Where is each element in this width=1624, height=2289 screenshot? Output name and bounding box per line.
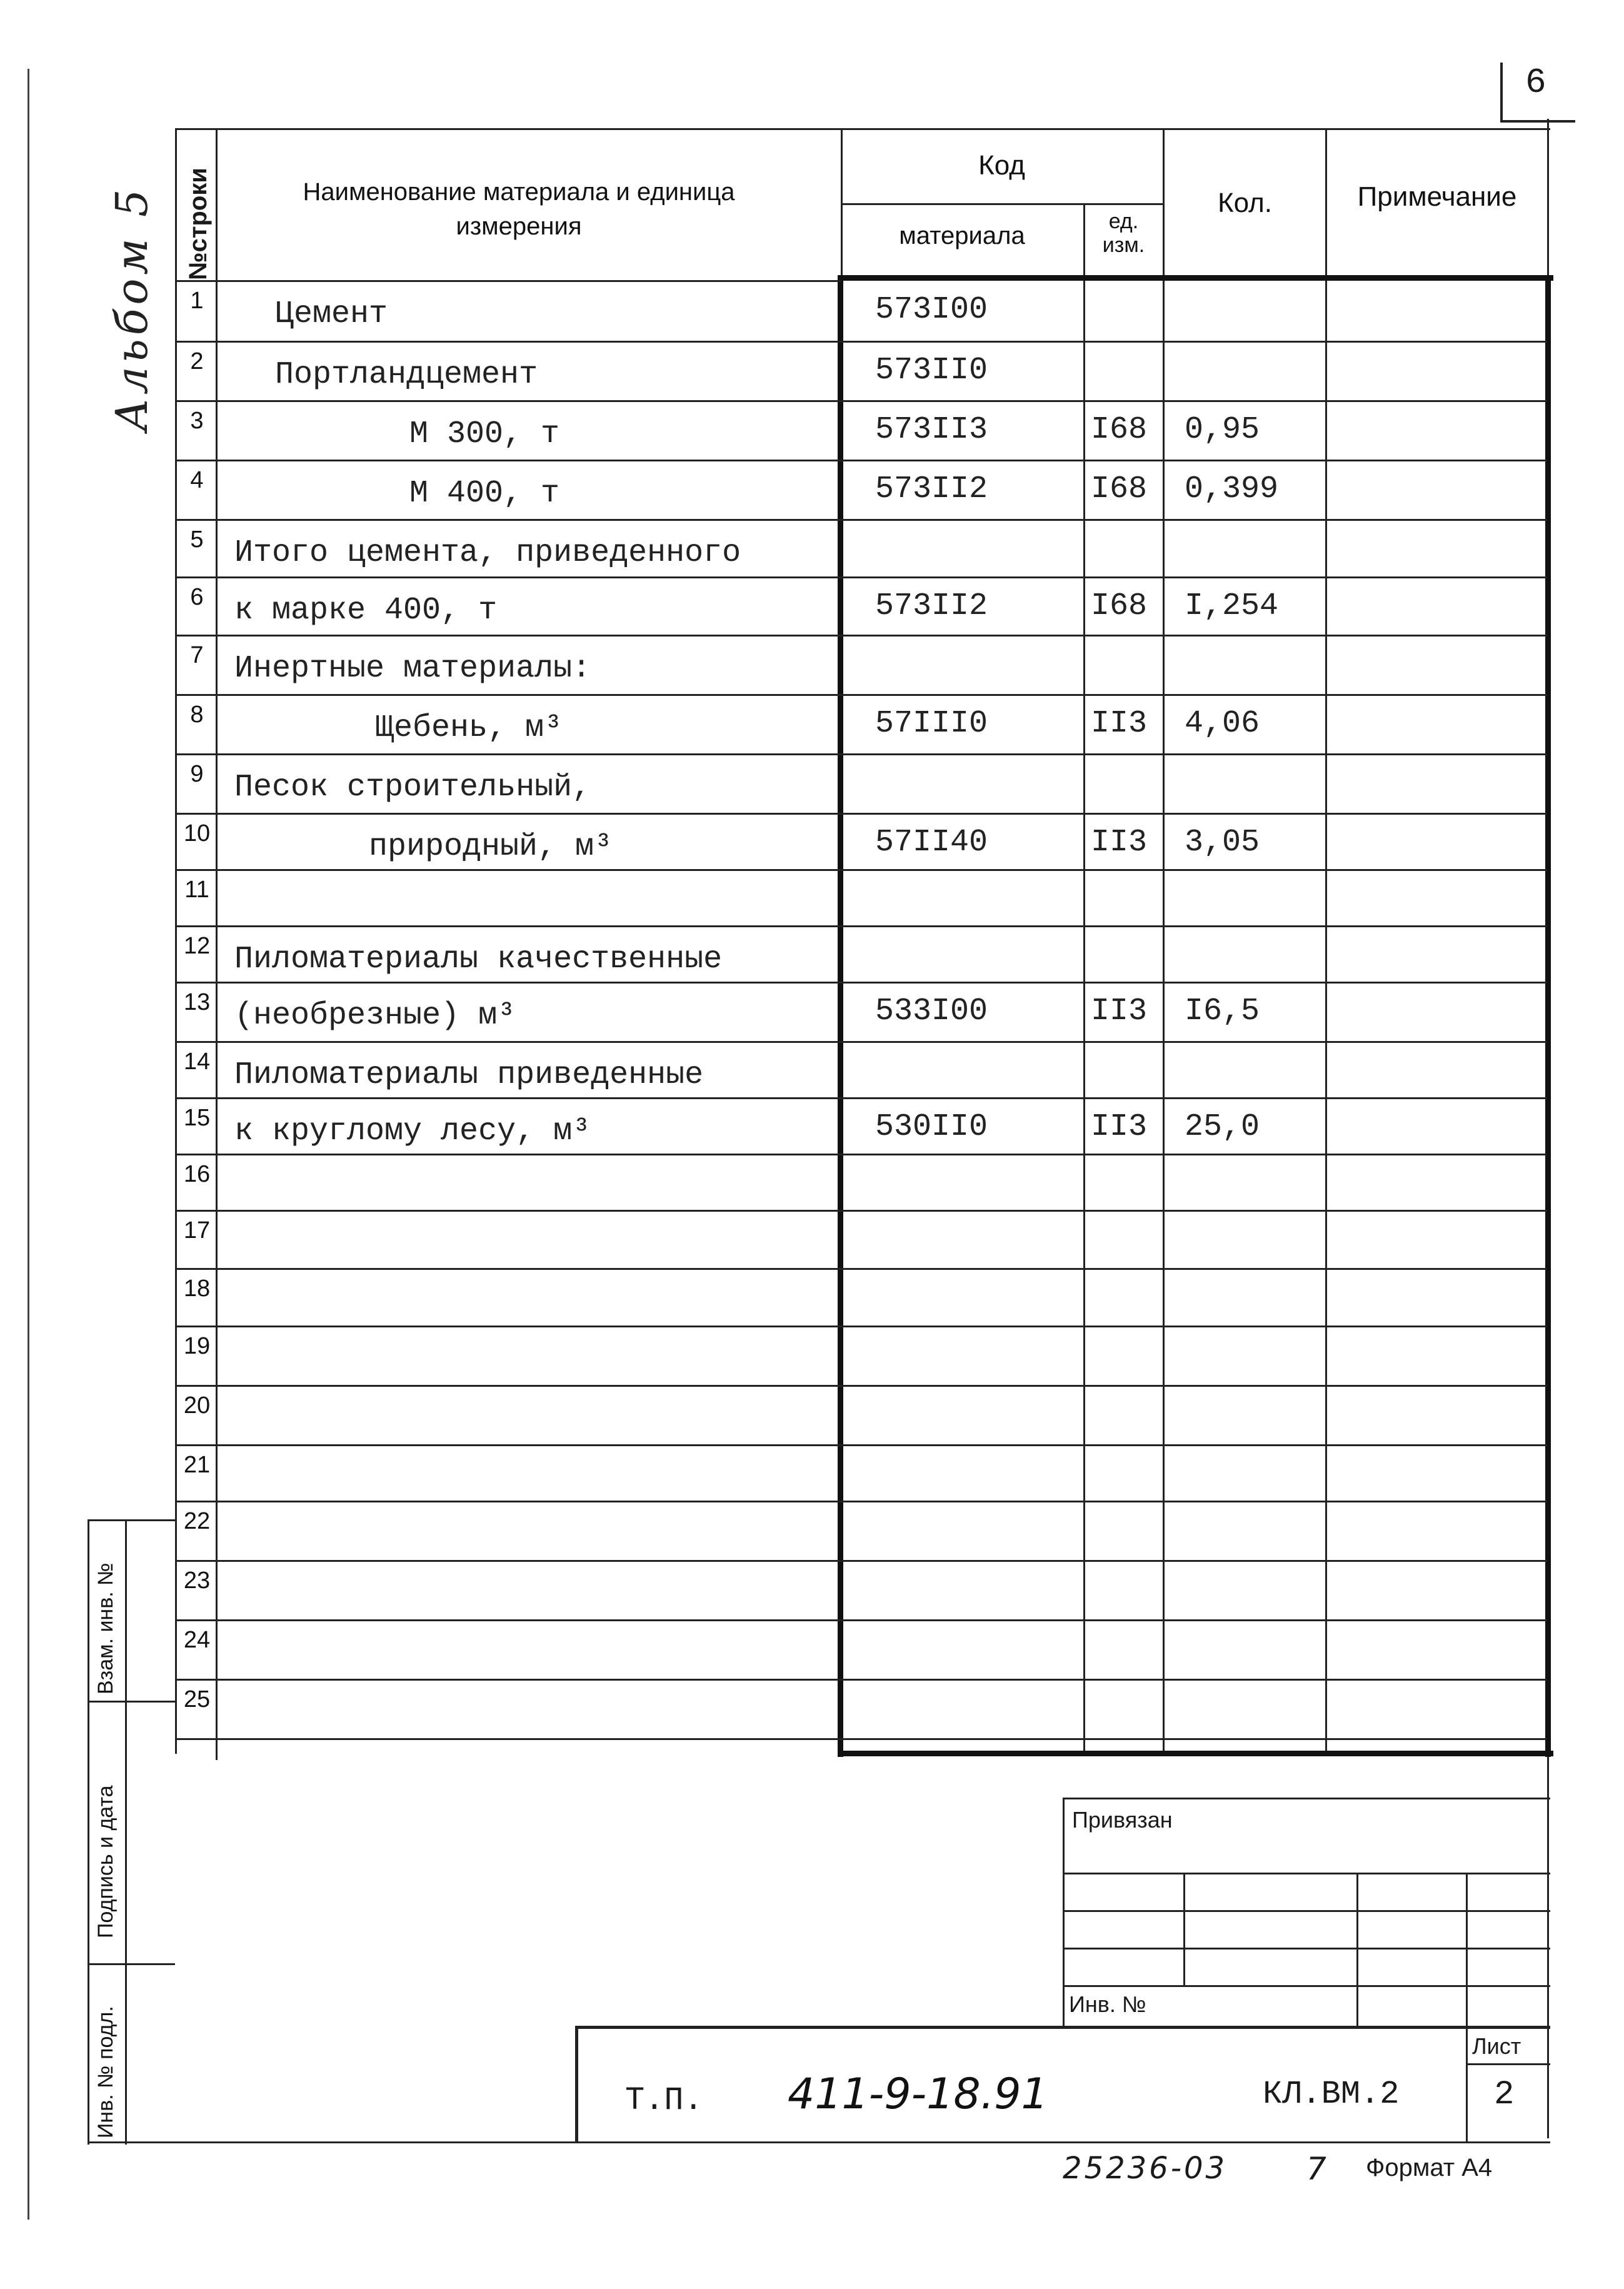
row-name: к круглому лесу, м³ bbox=[234, 1114, 591, 1149]
row-divider bbox=[175, 1560, 1547, 1562]
header-name: Наименование материала и единица измерения bbox=[303, 178, 735, 240]
row-qty: 3,05 bbox=[1185, 825, 1260, 860]
row-number: 22 bbox=[183, 1508, 211, 1534]
row-divider bbox=[175, 341, 1547, 343]
header-code: Код bbox=[978, 150, 1025, 181]
doc-code: КЛ.ВМ.2 bbox=[1263, 2076, 1400, 2113]
note-col-left bbox=[1325, 128, 1327, 1754]
thick-top bbox=[838, 275, 1553, 281]
row-name: Пиломатериалы приведенные bbox=[234, 1057, 704, 1093]
row-number: 18 bbox=[183, 1275, 211, 1302]
row-divider bbox=[175, 400, 1547, 402]
table-left-border bbox=[175, 128, 177, 1754]
stamp-row1 bbox=[1063, 1873, 1550, 1874]
thick-left bbox=[838, 275, 843, 1757]
row-divider bbox=[175, 753, 1547, 755]
row-divider bbox=[175, 1501, 1547, 1502]
binding-margin-line bbox=[28, 69, 29, 2220]
row-unit: II3 bbox=[1091, 1109, 1148, 1145]
row-number: 3 bbox=[190, 408, 204, 434]
row-qty: 25,0 bbox=[1185, 1109, 1260, 1145]
stamp-col2 bbox=[1356, 1873, 1358, 2029]
row-number: 23 bbox=[183, 1567, 211, 1594]
footer-format: Формат А4 bbox=[1366, 2154, 1493, 2181]
row-number: 9 bbox=[190, 761, 204, 787]
row-divider bbox=[175, 1385, 1547, 1387]
row-number: 12 bbox=[183, 933, 211, 959]
row-name: (необрезные) м³ bbox=[234, 998, 516, 1034]
row-qty: 4,06 bbox=[1185, 706, 1260, 742]
row-name: М 300, т bbox=[409, 416, 560, 452]
row-code: 573II2 bbox=[875, 471, 988, 507]
title-block-left bbox=[575, 2026, 578, 2143]
title-block-top bbox=[575, 2026, 1550, 2029]
header-code-material: материала bbox=[899, 222, 1025, 249]
list-label: Лист bbox=[1472, 2033, 1521, 2059]
row-divider bbox=[175, 1444, 1547, 1446]
row-divider bbox=[175, 1041, 1547, 1043]
row-name: М 400, т bbox=[409, 476, 560, 511]
row-name: к марке 400, т bbox=[234, 593, 498, 628]
row-divider bbox=[175, 576, 1547, 578]
side-label-vzam: Взам. инв. № bbox=[94, 1562, 118, 1694]
row-unit: I68 bbox=[1091, 588, 1148, 624]
side-block-left bbox=[88, 1519, 89, 2145]
row-number: 24 bbox=[183, 1627, 211, 1653]
tp-label: Т.П. bbox=[625, 2082, 703, 2119]
stamp-row3 bbox=[1063, 1948, 1550, 1949]
row-number: 4 bbox=[190, 467, 204, 493]
row-unit: I68 bbox=[1091, 471, 1148, 507]
row-divider bbox=[175, 635, 1547, 636]
row-number: 1 bbox=[190, 288, 204, 314]
row-divider bbox=[175, 869, 1547, 871]
row-qty: I,254 bbox=[1185, 588, 1279, 624]
side-label-sign: Подпись и дата bbox=[94, 1785, 118, 1938]
row-number: 20 bbox=[183, 1392, 211, 1419]
stamp-left bbox=[1063, 1798, 1065, 2029]
row-divider bbox=[175, 460, 1547, 461]
row-qty: 0,95 bbox=[1185, 412, 1260, 448]
row-code: 533I00 bbox=[875, 994, 988, 1029]
thick-right bbox=[1545, 275, 1551, 1757]
row-number: 14 bbox=[183, 1049, 211, 1075]
row-name: природный, м³ bbox=[369, 829, 613, 865]
row-divider bbox=[175, 1268, 1547, 1270]
row-divider bbox=[175, 813, 1547, 815]
side-block-mid bbox=[125, 1519, 127, 2145]
row-divider bbox=[175, 519, 1547, 521]
row-code: 530II0 bbox=[875, 1109, 988, 1145]
header-note: Примечание bbox=[1357, 181, 1517, 212]
row-unit: II3 bbox=[1091, 994, 1148, 1029]
row-divider bbox=[175, 1738, 1547, 1740]
row-divider bbox=[175, 1679, 1547, 1681]
row-divider bbox=[175, 925, 1547, 927]
row-divider bbox=[175, 1154, 1547, 1155]
row-number: 7 bbox=[190, 642, 204, 668]
row-number: 5 bbox=[190, 526, 204, 553]
row-name: Щебень, м³ bbox=[375, 710, 563, 746]
row-number: 13 bbox=[183, 989, 211, 1015]
stamp-privyazan: Привязан bbox=[1072, 1807, 1173, 1833]
header-code-unit: ед. изм. bbox=[1102, 209, 1145, 257]
row-name: Инертные материалы: bbox=[234, 651, 591, 687]
stamp-row4 bbox=[1063, 1985, 1550, 1987]
list-value: 2 bbox=[1494, 2076, 1515, 2114]
side-block-div2 bbox=[88, 1963, 175, 1965]
header-qty: Кол. bbox=[1217, 188, 1273, 218]
row-code: 57III0 bbox=[875, 706, 988, 742]
stamp-col1 bbox=[1183, 1873, 1185, 1985]
footer-page: 7 bbox=[1306, 2151, 1326, 2187]
row-code: 573I00 bbox=[875, 292, 988, 328]
row-unit: II3 bbox=[1091, 706, 1148, 742]
row-number: 15 bbox=[183, 1105, 211, 1131]
row-name: Портландцемент bbox=[275, 357, 538, 393]
stamp-top bbox=[1063, 1798, 1550, 1799]
page-number: 6 bbox=[1525, 63, 1546, 103]
row-number: 21 bbox=[183, 1452, 211, 1478]
row-code: 573II3 bbox=[875, 412, 988, 448]
row-code: 573II0 bbox=[875, 353, 988, 388]
row-code: 57II40 bbox=[875, 825, 988, 860]
row-code: 573II2 bbox=[875, 588, 988, 624]
row-name: Цемент bbox=[275, 296, 388, 332]
row-number: 11 bbox=[184, 877, 209, 903]
row-divider bbox=[175, 1210, 1547, 1212]
row-number: 16 bbox=[183, 1161, 211, 1187]
footer-order: 25236-03 bbox=[1063, 2151, 1228, 2186]
header-row-no: №строки bbox=[184, 168, 212, 280]
row-divider bbox=[175, 1619, 1547, 1621]
row-number: 10 bbox=[183, 820, 211, 847]
list-divider bbox=[1466, 2063, 1550, 2065]
stamp-col3 bbox=[1466, 1873, 1468, 2141]
row-number: 6 bbox=[190, 584, 204, 610]
row-unit: I68 bbox=[1091, 412, 1148, 448]
code-sub-divider bbox=[841, 203, 1163, 205]
side-label-inv-podl: Инв. № подл. bbox=[94, 2006, 118, 2138]
album-label: Альбом 5 bbox=[106, 185, 158, 431]
stamp-inv-no: Инв. № bbox=[1069, 1991, 1146, 2017]
side-block-bottom bbox=[88, 2141, 1550, 2143]
row-qty: 0,399 bbox=[1185, 471, 1279, 507]
row-divider bbox=[175, 982, 1547, 984]
row-unit: II3 bbox=[1091, 825, 1148, 860]
row-divider bbox=[175, 694, 1547, 696]
row-number: 25 bbox=[183, 1686, 211, 1713]
header-bottom bbox=[175, 280, 841, 282]
side-block-top bbox=[88, 1519, 175, 1521]
row-divider bbox=[175, 1326, 1547, 1327]
row-name: Пиломатериалы качественные bbox=[234, 942, 723, 977]
rownum-col-divider bbox=[216, 128, 218, 1760]
thick-bottom bbox=[838, 1751, 1553, 1756]
table-top-border bbox=[175, 128, 1550, 130]
row-qty: I6,5 bbox=[1185, 994, 1260, 1029]
side-block-div1 bbox=[88, 1701, 175, 1703]
row-divider bbox=[175, 1097, 1547, 1099]
row-name: Итого цемента, приведенного bbox=[234, 535, 741, 571]
row-number: 19 bbox=[183, 1333, 211, 1359]
row-number: 2 bbox=[190, 348, 204, 375]
tp-number: 411-9-18.91 bbox=[788, 2070, 1048, 2119]
row-number: 17 bbox=[183, 1217, 211, 1244]
qty-col-left bbox=[1163, 128, 1165, 1754]
row-name: Песок строительный, bbox=[234, 770, 591, 805]
unit-col-divider bbox=[1083, 203, 1085, 1754]
page-number-underline bbox=[1500, 120, 1575, 123]
page-number-divider bbox=[1500, 63, 1503, 122]
stamp-row2 bbox=[1063, 1910, 1550, 1912]
row-number: 8 bbox=[190, 702, 204, 728]
